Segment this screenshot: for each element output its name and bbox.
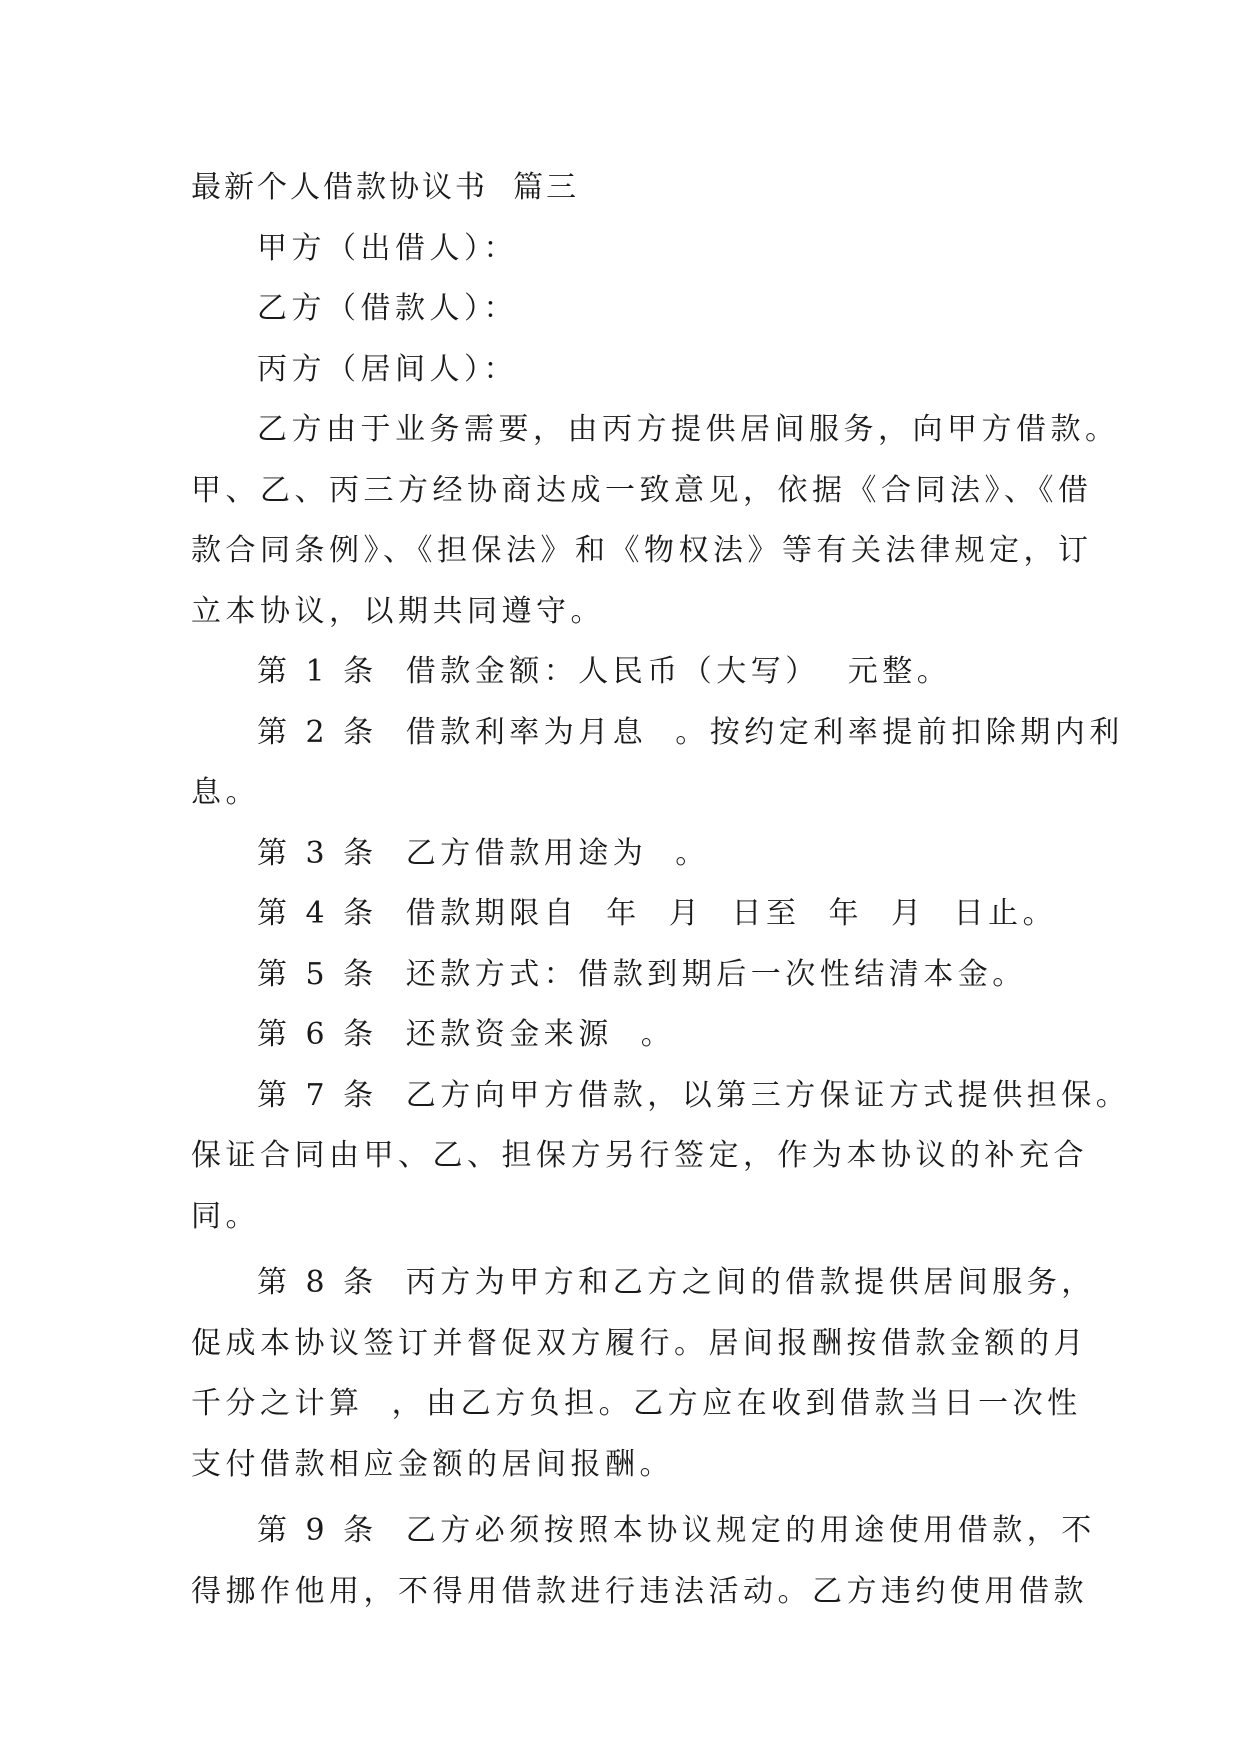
text-line: 息。 xyxy=(191,775,260,810)
text-line: 第 2 条 借款利率为月息 。按约定利率提前扣除期内利 xyxy=(257,714,1124,750)
paragraph-party-a xyxy=(191,219,1051,280)
text-line: 立本协议，以期共同遵守。 xyxy=(191,593,605,629)
text-line: 第 7 条 乙方向甲方借款，以第三方保证方式提供担保。 xyxy=(257,1077,1131,1113)
paragraph-article-7 xyxy=(191,1066,1131,1248)
text-line: 第 9 条 乙方必须按照本协议规定的用途使用借款，不 xyxy=(257,1513,1096,1548)
text-line: 第 3 条 乙方借款用途为 。 xyxy=(257,835,710,871)
text-line: 乙方由于业务需要，由丙方提供居间服务，向甲方借款。 xyxy=(257,412,1120,447)
text-line: 促成本协议签订并督促双方履行。居间报酬按借款金额的月 xyxy=(191,1325,1088,1361)
paragraph-article-6 xyxy=(191,1005,1051,1066)
paragraph-article-8 xyxy=(191,1253,1096,1495)
text-line: 得挪作他用，不得用借款进行违法活动。乙方违约使用借款 xyxy=(191,1573,1088,1609)
paragraph-article-9 xyxy=(191,1501,1096,1622)
text-line: 款合同条例》、《担保法》和《物权法》等有关法律规定，订 xyxy=(191,533,1093,568)
paragraph-preamble xyxy=(191,400,1120,642)
paragraph-article-1 xyxy=(191,642,1051,703)
paragraph-party-c xyxy=(191,340,1051,401)
document-page xyxy=(191,158,1131,1622)
document-title: 最新个人借款协议书 篇三 xyxy=(191,170,580,205)
text-line: 第 5 条 还款方式：借款到期后一次性结清本金。 xyxy=(257,956,1027,992)
text-line: 第 6 条 还款资金来源 。 xyxy=(257,1017,676,1052)
text-line: 保证合同由甲、乙、担保方另行签定，作为本协议的补充合 xyxy=(191,1138,1088,1173)
text-line: 丙方（居间人）： xyxy=(257,351,518,387)
text-line: 第 1 条 借款金额：人民币（大写） 元整。 xyxy=(257,654,952,689)
text-line: 甲方（出借人）： xyxy=(257,230,518,266)
paragraph-article-5 xyxy=(191,945,1051,1006)
text-line: 乙方（借款人）： xyxy=(257,291,518,326)
paragraph-article-2 xyxy=(191,703,1124,824)
text-line: 甲、乙、丙三方经协商达成一致意见，依据《合同法》、《借 xyxy=(191,472,1093,508)
text-line: 同。 xyxy=(191,1198,260,1234)
paragraph-article-4 xyxy=(191,884,1058,945)
paragraph-article-3 xyxy=(191,824,1051,885)
text-line: 支付借款相应金额的居间报酬。 xyxy=(191,1446,674,1482)
text-line: 第 4 条 借款期限自 年 月 日至 年 月 日止。 xyxy=(257,896,1058,931)
text-line: 第 8 条 丙方为甲方和乙方之间的借款提供居间服务， xyxy=(257,1265,1096,1300)
text-line: 千分之计算 ，由乙方负担。乙方应在收到借款当日一次性 xyxy=(191,1386,1082,1421)
paragraph-party-b xyxy=(191,279,1051,340)
